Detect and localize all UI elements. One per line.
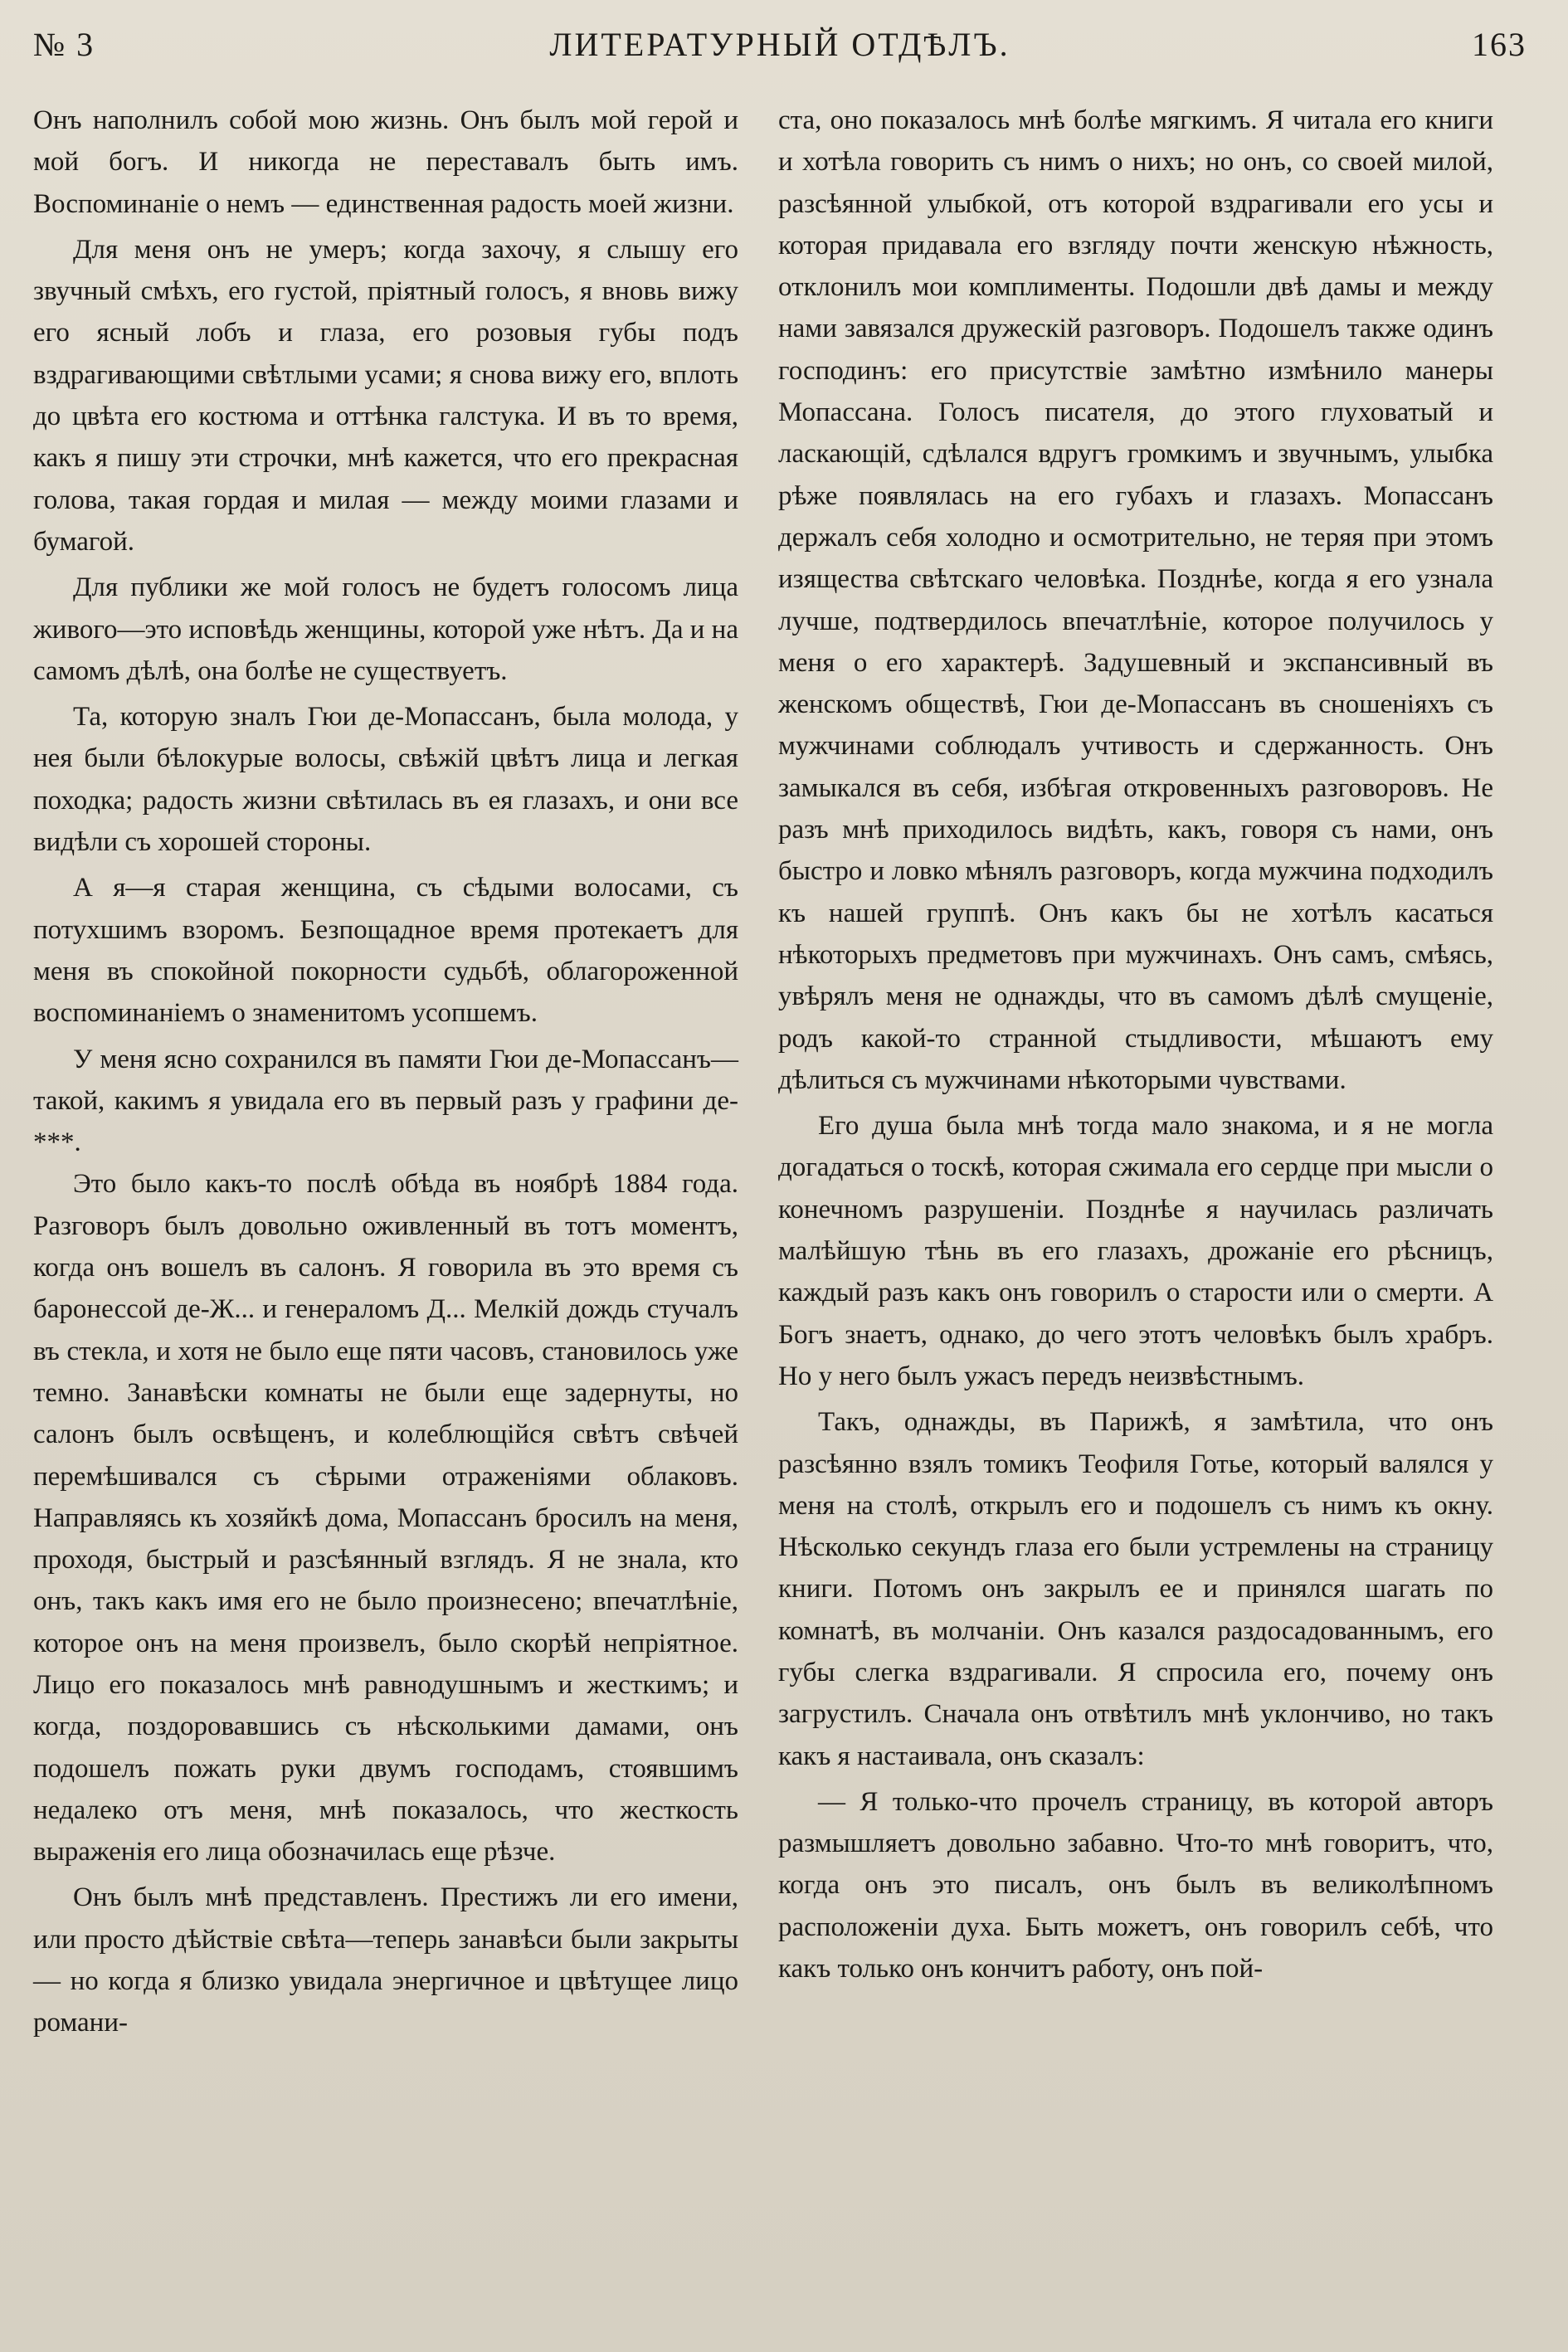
paragraph: Онъ наполнилъ собой мою жизнь. Онъ былъ мой герой и мой богъ. И никогда не переставалъ быть имъ. Воспоминаніе о немъ — единственная радость моей жизни. [33, 105, 738, 219]
paragraph: Онъ былъ мнѣ представленъ. Престижъ ли его имени, или просто дѣйствіе свѣта—теперь занавѣси были закрыты — но когда я близко увидала энергичное и цвѣтущее лицо романи- [33, 1882, 738, 2038]
paragraph: Для меня онъ не умеръ; когда захочу, я слышу его звучный смѣхъ, его густой, пріятный голосъ, я вновь вижу его ясный лобъ и глаза, его розовыя губы подъ вздрагивающими свѣтлыми усами; я снова вижу его, вплоть до цвѣта его костюма и оттѣнка галстука. И въ то время, какъ я пишу эти строчки, мнѣ кажется, что его прекрасная голова, такая гордая и милая — между моими глазами и бумагой. [33, 234, 738, 557]
page-number: 163 [1472, 26, 1527, 63]
paragraph: У меня ясно сохранился въ памяти Гюи де-Мопассанъ—такой, какимъ я увидала его въ первый разъ у графини де-***. [33, 1044, 738, 1158]
running-head [33, 25, 1527, 75]
paragraph: Это было какъ-то послѣ обѣда въ ноябрѣ 1884 года. Разговоръ былъ довольно оживленный въ тотъ моментъ, когда онъ вошелъ въ салонъ. Я говорила въ это время съ баронессой де-Ж... и генераломъ Д... Мелкій дождь стучалъ въ стекла, и хотя не было еще пяти часовъ, становилось уже темно. Занавѣски комнаты не были еще задернуты, но салонъ былъ освѣщенъ, и колеблющійся свѣтъ свѣчей перемѣшивался съ сѣрыми отраженіями облаковъ. Направляясь къ хозяйкѣ дома, Мопассанъ бросилъ на меня, проходя, быстрый и разсѣянный взглядъ. Я не знала, кто онъ, такъ какъ имя его не было произнесено; впечатлѣніе, которое онъ на меня произвелъ, было скорѣй непріятное. Лицо его показалось мнѣ равнодушнымъ и жесткимъ; и когда, поздоровавшись съ нѣсколькими дамами, онъ подошелъ пожать руки двумъ господамъ, стоявшимъ недалеко отъ меня, мнѣ показалось, что жесткость выраженія его лица обозначилась еще рѣзче. [33, 1169, 738, 1867]
paragraph: Его душа была мнѣ тогда мало знакома, и я не могла догадаться о тоскѣ, которая сжимала его сердце при мысли о конечномъ разрушеніи. Позднѣе я научилась различать малѣйшую тѣнь въ его глазахъ, дрожаніе его рѣсницъ, каждый разъ какъ онъ говорилъ о старости или о смерти. А Богъ знаетъ, однако, до чего этотъ человѣкъ былъ храбръ. Но у него былъ ужасъ передъ неизвѣстнымъ. [778, 1111, 1493, 1391]
issue-number: № 3 [33, 26, 95, 63]
paragraph: Для публики же мой голосъ не будетъ голосомъ лица живого—это исповѣдь женщины, которой уже нѣтъ. Да и на самомъ дѣлѣ, она болѣе не существуетъ. [33, 572, 738, 686]
left-column [33, 100, 738, 2044]
paragraph: Та, которую зналъ Гюи де-Мопассанъ, была молода, у нея были бѣлокурые волосы, свѣжій цвѣтъ лица и легкая походка; радость жизни свѣтилась въ ея глазахъ, и они все видѣли съ хорошей стороны. [33, 702, 738, 858]
paragraph: А я—я старая женщина, съ сѣдыми волосами, съ потухшимъ взоромъ. Безпощадное время протекаетъ для меня въ спокойной покорности судьбѣ, облагороженной воспоминаніемъ о знаменитомъ усопшемъ. [33, 873, 738, 1029]
paragraph: Такъ, однажды, въ Парижѣ, я замѣтила, что онъ разсѣянно взялъ томикъ Теофиля Готье, который валялся у меня на столѣ, открылъ его и подошелъ съ нимъ къ окну. Нѣсколько секундъ глаза его были устремлены на страницу книги. Потомъ онъ закрылъ ее и принялся шагать по комнатѣ, въ молчаніи. Онъ казался раздосадованнымъ, его губы слегка вздрагивали. Я спросила его, почему онъ загрустилъ. Сначала онъ отвѣтилъ мнѣ уклончиво, но такъ какъ я настаивала, онъ сказалъ: [778, 1407, 1493, 1771]
section-title: ЛИТЕРАТУРНЫЙ ОТДѢЛЪ. [549, 26, 1010, 63]
paragraph: ста, оно показалось мнѣ болѣе мягкимъ. Я читала его книги и хотѣла говорить съ нимъ о нихъ; но онъ, со своей милой, разсѣянной улыбкой, отъ которой вздрагивали его усы и которая придавала его взгляду почти женскую нѣжность, отклонилъ мои комплименты. Подошли двѣ дамы и между нами завязался дружескій разговоръ. Подошелъ также одинъ господинъ: его присутствіе замѣтно измѣнило манеры Мопассана. Голосъ писателя, до этого глуховатый и ласкающій, сдѣлался вдругъ громкимъ и звучнымъ, улыбка рѣже появлялась на его губахъ и глазахъ. Мопассанъ держалъ себя холодно и осмотрительно, не теряя при этомъ изящества свѣтскаго человѣка. Позднѣе, когда я его узнала лучше, подтвердилось впечатлѣніе, которое получилось у меня о его характерѣ. Задушевный и экспансивный въ женскомъ обществѣ, Гюи де-Мопассанъ въ сношеніяхъ съ мужчинами соблюдалъ учтивость и сдержанность. Онъ замыкался въ себя, избѣгая откровенныхъ разговоровъ. Не разъ мнѣ приходилось видѣть, какъ, говоря съ нами, онъ быстро и ловко мѣнялъ разговоръ, когда мужчина подходилъ къ нашей группѣ. Онъ какъ бы не хотѣлъ касаться нѣкоторыхъ предметовъ при мужчинахъ. Онъ самъ, смѣясь, увѣрялъ меня не однажды, что въ самомъ дѣлѣ смущеніе, родъ какой-то странной стыдливости, мѣшаютъ ему дѣлиться съ мужчинами нѣкоторыми чувствами. [778, 105, 1493, 1095]
right-column [778, 100, 1493, 1989]
paragraph: — Я только-что прочелъ страницу, въ которой авторъ размышляетъ довольно забавно. Что-то мнѣ говоритъ, что, когда онъ это писалъ, онъ былъ въ великолѣпномъ расположеніи духа. Быть можетъ, онъ говорилъ себѣ, что какъ только онъ кончитъ работу, онъ пой- [778, 1786, 1493, 1984]
